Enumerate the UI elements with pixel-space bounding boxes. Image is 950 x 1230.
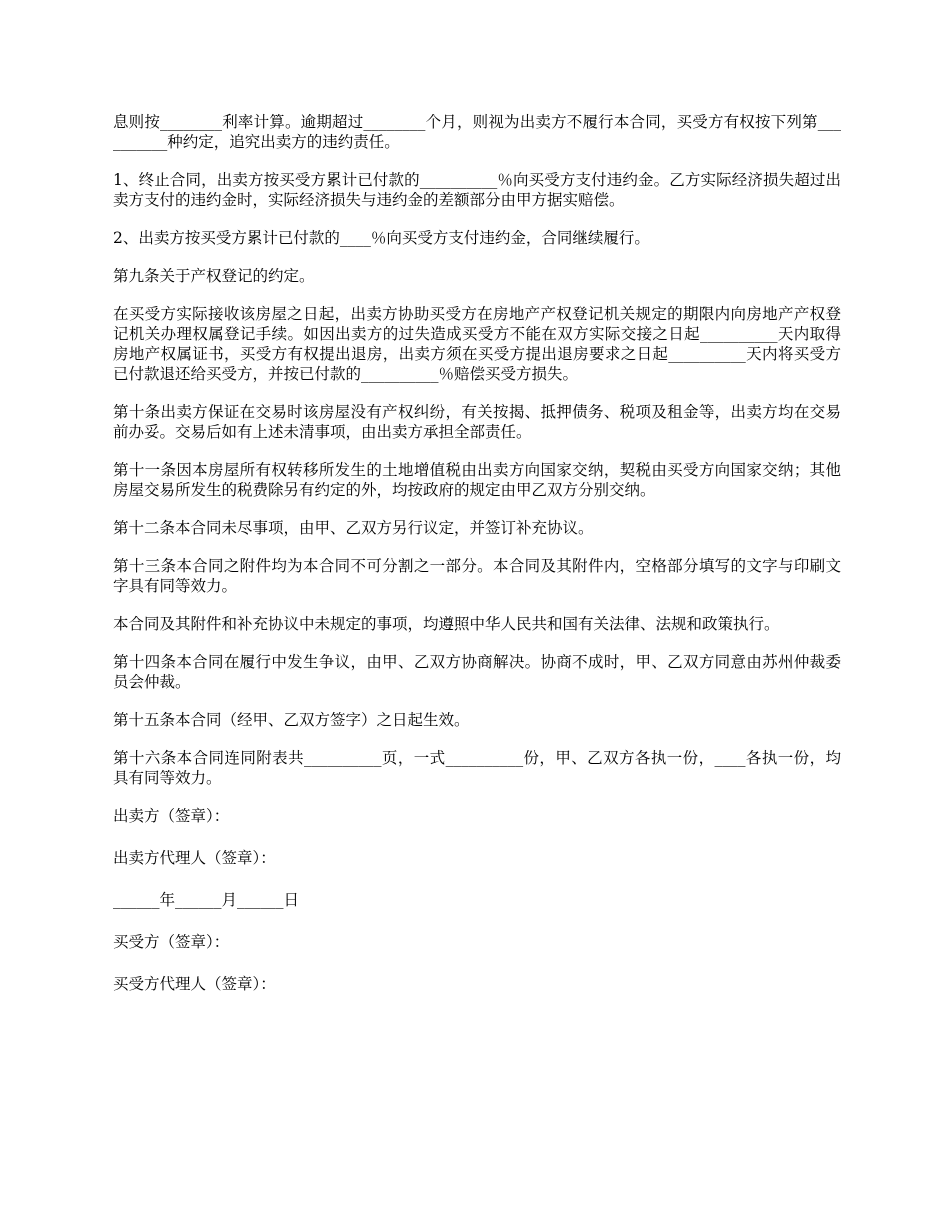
article-15: 第十五条本合同（经甲、乙双方签字）之日起生效。: [113, 711, 470, 729]
article-9-heading: 第九条关于产权登记的约定。: [113, 267, 315, 285]
contract-page: [113, 112, 841, 1016]
seller-signature-line: 出卖方（签章）：: [113, 807, 230, 825]
article-11: 第十一条因本房屋所有权转移所发生的土地增值税由出卖方向国家交纳，契税由买受方向国家交纳；其他房屋交易所发生的税费除另有约定的外，均按政府的规定由甲乙双方分别交纳。: [113, 461, 841, 499]
paragraph-clause-2-continue: 2、出卖方按买受方累计已付款的____％向买受方支付违约金，合同继续履行。: [113, 229, 650, 247]
buyer-signature-line: 买受方（签章）：: [113, 933, 230, 951]
buyer-agent-signature-line: 买受方代理人（签章）：: [113, 975, 276, 993]
article-10: 第十条出卖方保证在交易时该房屋没有产权纠纷，有关按揭、抵押债务、税项及租金等，出卖方均在交易前办妥。交易后如有上述未清事项，由出卖方承担全部责任。: [113, 403, 841, 441]
article-16: 第十六条本合同连同附表共__________页，一式__________份，甲、乙双方各执一份，____各执一份，均具有同等效力。: [113, 749, 841, 787]
date-line: ______年______月______日: [113, 891, 300, 909]
paragraph-applicable-law: 本合同及其附件和补充协议中未规定的事项，均遵照中华人民共和国有关法律、法规和政策执行。: [113, 615, 780, 633]
paragraph-property-registration: 在买受方实际接收该房屋之日起，出卖方协助买受方在房地产产权登记机关规定的期限内向房地产产权登记机关办理权属登记手续。如因出卖方的过失造成买受方不能在双方实际交接之日起__________天内取得房地产权属证书，买受方有权提出退房，出卖方须在买受方提出退房要求之日起__________天内将买受方已付款退还给买受方，并按已付款的__________％赔偿买受方损失。: [113, 305, 841, 383]
article-12: 第十二条本合同未尽事项，由甲、乙双方另行议定，并签订补充协议。: [113, 519, 594, 537]
article-14: 第十四条本合同在履行中发生争议，由甲、乙双方协商解决。协商不成时，甲、乙双方同意由苏州仲裁委员会仲裁。: [113, 653, 841, 691]
seller-agent-signature-line: 出卖方代理人（签章）：: [113, 849, 276, 867]
paragraph-clause-1-terminate: 1、终止合同，出卖方按买受方累计已付款的__________％向买受方支付违约金。乙方实际经济损失超过出卖方支付的违约金时，实际经济损失与违约金的差额部分由甲方据实赔偿。: [113, 171, 841, 209]
article-13: 第十三条本合同之附件均为本合同不可分割之一部分。本合同及其附件内，空格部分填写的文字与印刷文字具有同等效力。: [113, 557, 841, 595]
paragraph-penalty-interest: 息则按________利率计算。逾期超过________个月，则视为出卖方不履行本合同，买受方有权按下列第__________种约定，追究出卖方的违约责任。: [113, 113, 841, 151]
